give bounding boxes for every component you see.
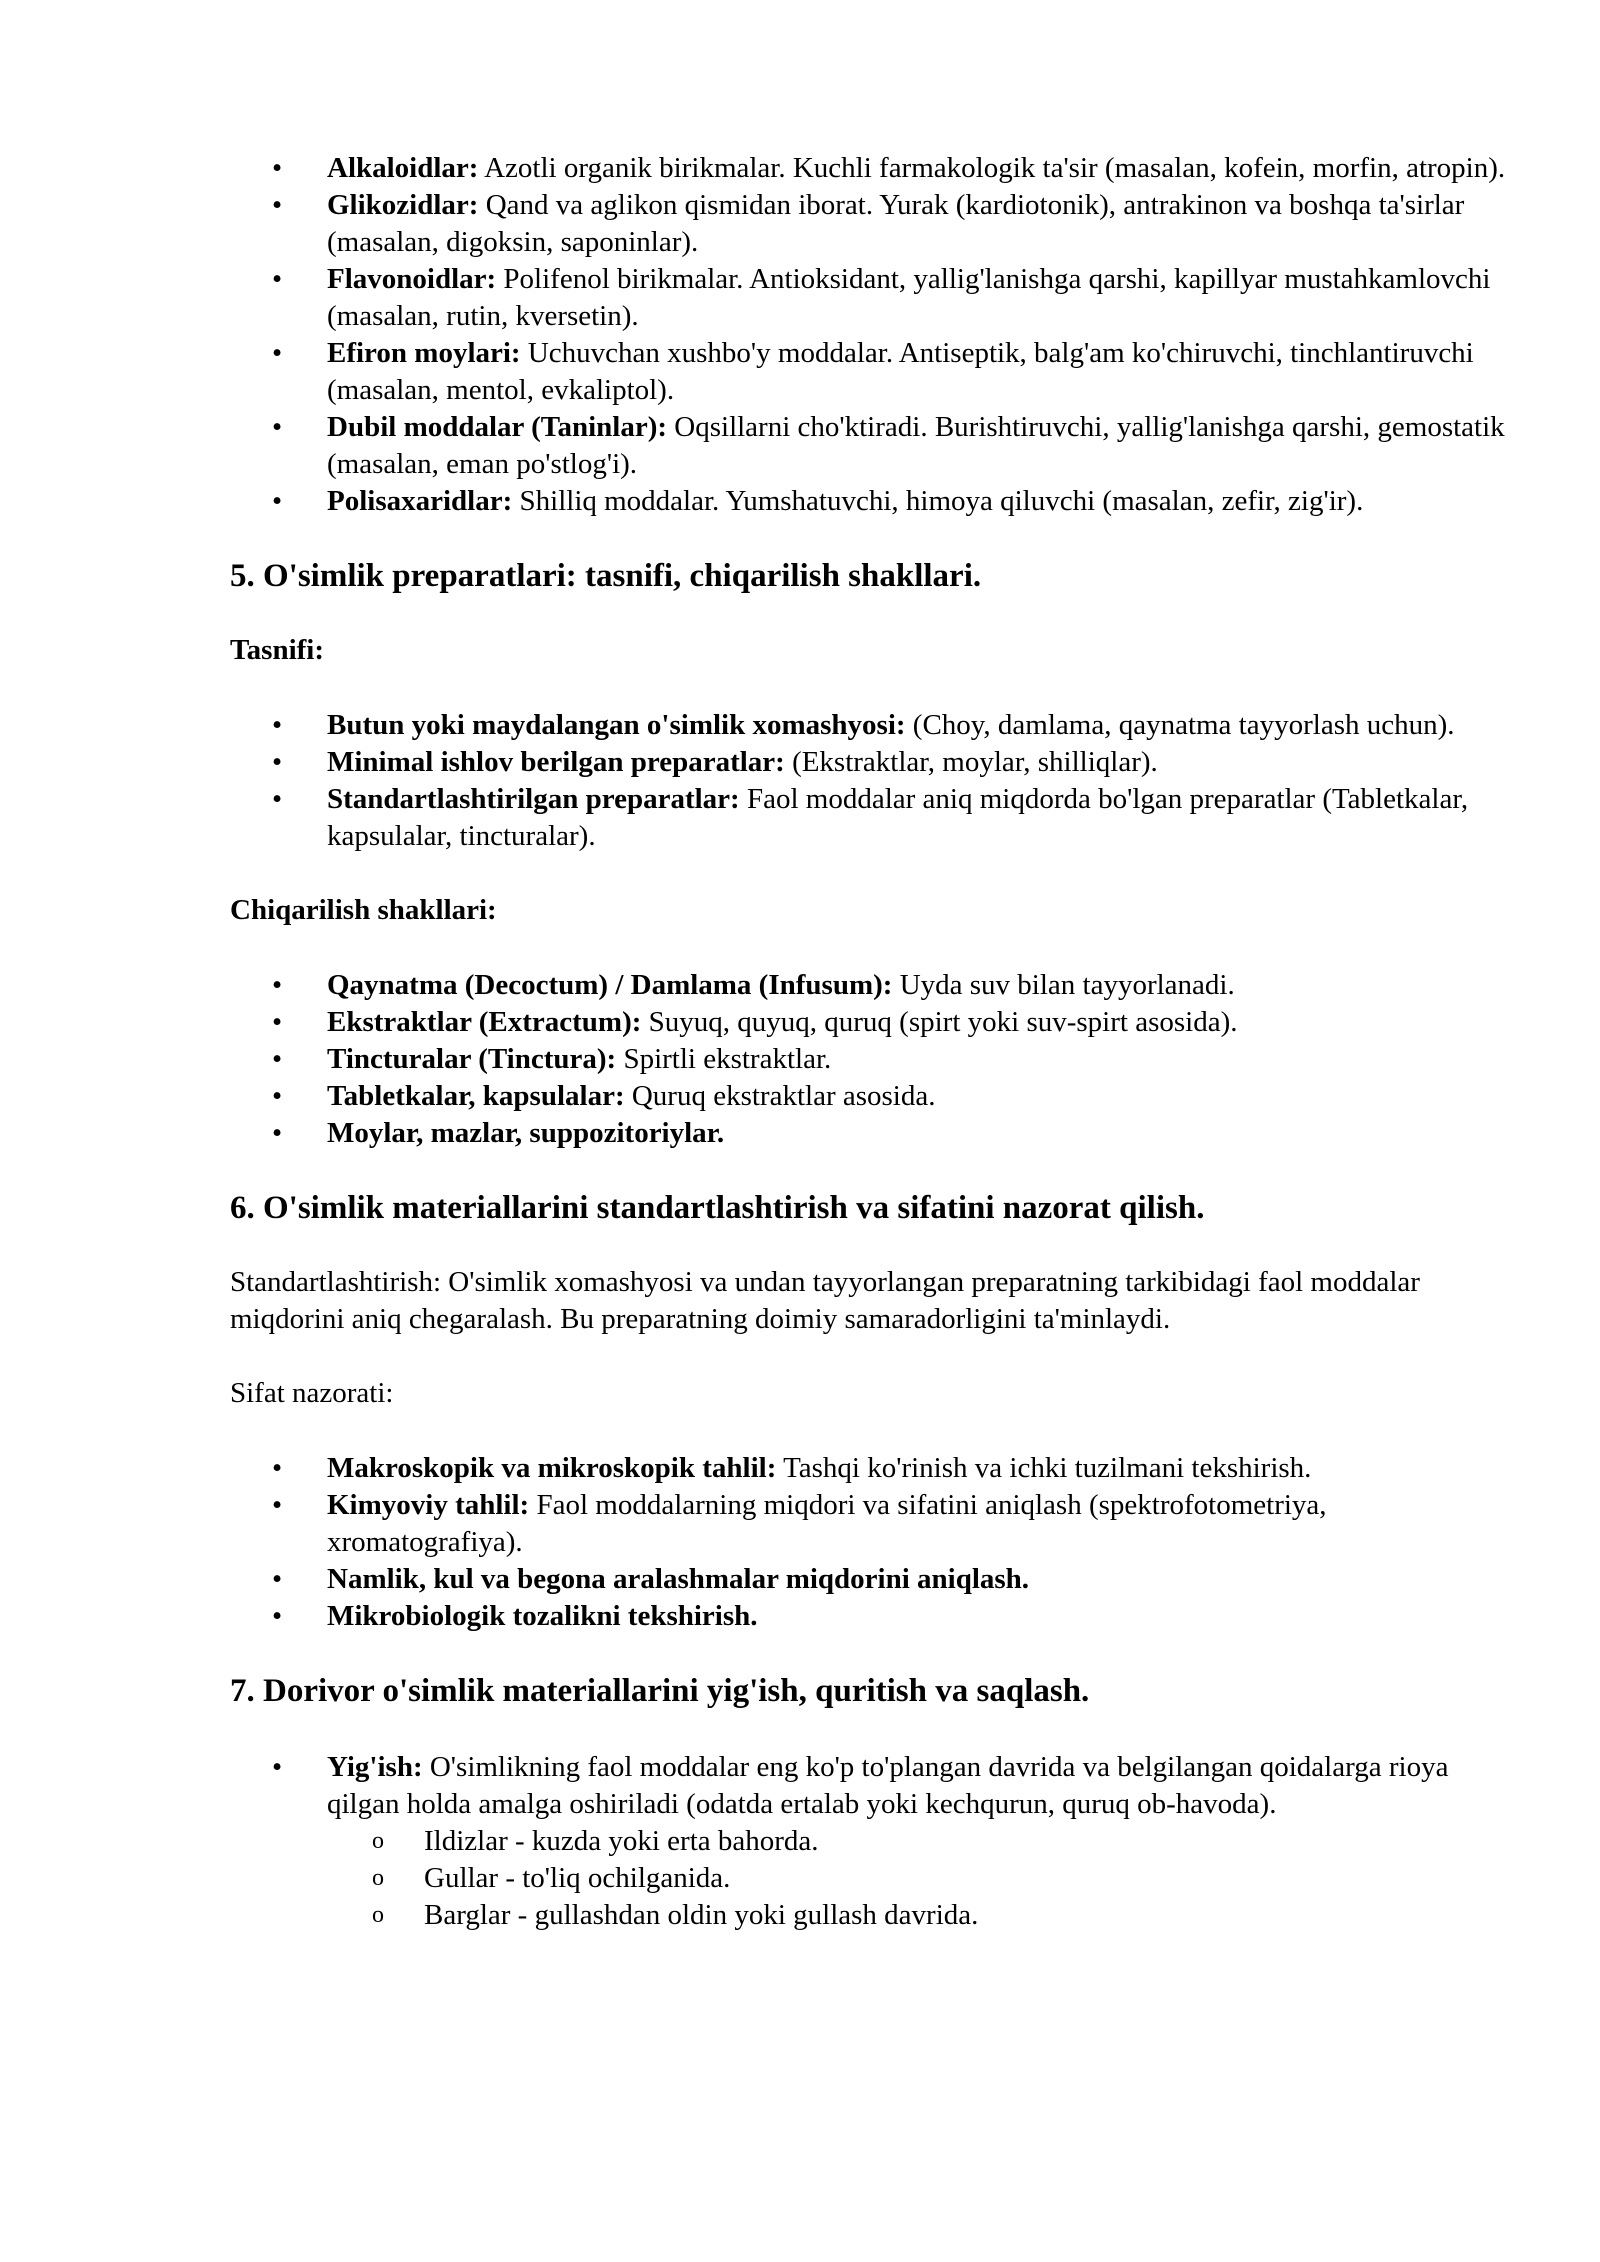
list-item <box>230 967 1510 1004</box>
list-item-term: Standartlashtirilgan preparatlar: <box>327 783 740 815</box>
list-item-term: Mikrobiologik tozalikni tekshirish. <box>327 1600 758 1632</box>
list-item-desc: Polifenol birikmalar. Antioksidant, yallig'lanishga qarshi, kapillyar mustahkamlovchi (masalan, rutin, kversetin). <box>327 263 1491 332</box>
list-item-term: Polisaxaridlar: <box>327 485 513 517</box>
list-item-desc: Spirtli ekstraktlar. <box>616 1043 832 1075</box>
circle-bullet-icon: o <box>372 1828 384 1854</box>
sublist-item-text: Barglar - gullashdan oldin yoki gullash davrida. <box>424 1899 979 1931</box>
bullet-icon: • <box>272 1600 283 1632</box>
shakllar-list <box>230 967 1510 1152</box>
list-item-term: Flavonoidlar: <box>327 263 497 295</box>
list-item-term: Efiron moylari: <box>327 337 521 369</box>
list-item-desc: Quruq ekstraktlar asosida. <box>624 1080 936 1112</box>
bullet-icon: • <box>272 1117 283 1149</box>
sublist-item <box>327 1897 1510 1934</box>
bullet-icon: • <box>272 337 283 369</box>
list-item <box>230 744 1510 781</box>
list-item <box>230 1487 1510 1561</box>
list-item <box>230 150 1510 187</box>
bullet-icon: • <box>272 783 283 815</box>
tasnifi-label: Tasnifi: <box>230 634 325 666</box>
bullet-icon: • <box>272 485 283 517</box>
list-item-term: Qaynatma (Decoctum) / Damlama (Infusum): <box>327 969 893 1001</box>
bullet-icon: • <box>272 411 283 443</box>
section-6-heading: 6. O'simlik materiallarini standartlashtirish va sifatini nazorat qilish. <box>230 1190 1205 1226</box>
bullet-icon: • <box>272 1751 283 1783</box>
sublist-item <box>327 1860 1510 1897</box>
bullet-icon: • <box>272 152 283 184</box>
list-item <box>230 409 1510 483</box>
bullet-icon: • <box>272 709 283 741</box>
list-item <box>230 1004 1510 1041</box>
sifat-label: Sifat nazorati: <box>230 1377 394 1409</box>
section-7-heading: 7. Dorivor o'simlik materiallarini yig'ish, quritish va saqlash. <box>230 1673 1090 1709</box>
shakllar-label: Chiqarilish shakllari: <box>230 894 497 926</box>
list-item-term: Butun yoki maydalangan o'simlik xomashyosi: <box>327 709 906 741</box>
list-item <box>230 261 1510 335</box>
list-item-term: Moylar, mazlar, suppozitoriylar. <box>327 1117 725 1149</box>
bullet-icon: • <box>272 1489 283 1521</box>
list-item-term: Glikozidlar: <box>327 189 479 221</box>
bullet-icon: • <box>272 189 283 221</box>
list-item-term: Tincturalar (Tinctura): <box>327 1043 617 1075</box>
list-item <box>230 1561 1510 1598</box>
list-item-desc: Azotli organik birikmalar. Kuchli farmakologik ta'sir (masalan, kofein, morfin, atropin). <box>478 152 1506 184</box>
list-item <box>230 1078 1510 1115</box>
circle-bullet-icon: o <box>372 1902 384 1928</box>
sublist-item <box>327 1823 1510 1860</box>
list-item-term: Minimal ishlov berilgan preparatlar: <box>327 746 785 778</box>
list-item-desc: Oqsillarni cho'ktiradi. Burishtiruvchi, yallig'lanishga qarshi, gemostatik (masalan, eman po'stlog'i). <box>327 411 1505 480</box>
list-item-term: Kimyoviy tahlil: <box>327 1489 530 1521</box>
list-item-desc: Uyda suv bilan tayyorlanadi. <box>892 969 1235 1001</box>
section-5-heading: 5. O'simlik preparatlari: tasnifi, chiqarilish shakllari. <box>230 558 982 594</box>
bullet-icon: • <box>272 746 283 778</box>
list-item-desc: Tashqi ko'rinish va ichki tuzilmani tekshirish. <box>776 1452 1312 1484</box>
list-item-term: Namlik, kul va begona aralashmalar miqdorini aniqlash. <box>327 1563 1030 1595</box>
bullet-icon: • <box>272 1043 283 1075</box>
list-item <box>230 707 1510 744</box>
compound-classes-list <box>230 150 1510 520</box>
list-item <box>230 1115 1510 1152</box>
yigish-list <box>230 1749 1510 1934</box>
circle-bullet-icon: o <box>372 1865 384 1891</box>
list-item <box>230 1749 1510 1934</box>
bullet-icon: • <box>272 1080 283 1112</box>
list-item <box>230 781 1510 855</box>
list-item-term: Alkaloidlar: <box>327 152 479 184</box>
list-item-desc: (Choy, damlama, qaynatma tayyorlash uchun). <box>905 709 1455 741</box>
sublist-item-text: Ildizlar - kuzda yoki erta bahorda. <box>424 1825 819 1857</box>
list-item <box>230 1598 1510 1635</box>
bullet-icon: • <box>272 1563 283 1595</box>
list-item-term: Dubil moddalar (Taninlar): <box>327 411 668 443</box>
yigish-sublist <box>327 1823 1510 1934</box>
list-item-desc: Faol moddalar aniq miqdorda bo'lgan preparatlar (Tabletkalar, kapsulalar, tincturalar). <box>327 783 1469 852</box>
list-item <box>230 483 1510 520</box>
list-item-desc: Shilliq moddalar. Yumshatuvchi, himoya qiluvchi (masalan, zefir, zig'ir). <box>512 485 1364 517</box>
list-item <box>230 187 1510 261</box>
sifat-list <box>230 1450 1510 1635</box>
list-item-desc: Qand va aglikon qismidan iborat. Yurak (kardiotonik), antrakinon va boshqa ta'sirlar (masalan, digoksin, saponinlar). <box>327 189 1465 258</box>
list-item-desc: Faol moddalarning miqdori va sifatini aniqlash (spektrofotometriya, xromatografiya). <box>327 1489 1327 1558</box>
bullet-icon: • <box>272 1006 283 1038</box>
list-item <box>230 1041 1510 1078</box>
list-item-term: Makroskopik va mikroskopik tahlil: <box>327 1452 777 1484</box>
list-item-desc: (Ekstraktlar, moylar, shilliqlar). <box>784 746 1158 778</box>
tasnifi-list <box>230 707 1510 855</box>
bullet-icon: • <box>272 1452 283 1484</box>
list-item-term: Tabletkalar, kapsulalar: <box>327 1080 625 1112</box>
list-item-term: Ekstraktlar (Extractum): <box>327 1006 642 1038</box>
standartlashtirish-paragraph: Standartlashtirish: O'simlik xomashyosi va undan tayyorlangan preparatning tarkibidagi faol moddalar miqdorini aniq chegaralash. Bu preparatning doimiy samaradorligini ta'minlaydi. <box>230 1266 1420 1335</box>
bullet-icon: • <box>272 263 283 295</box>
list-item-term: Yig'ish: <box>327 1751 423 1783</box>
list-item <box>230 335 1510 409</box>
list-item-desc: Uchuvchan xushbo'y moddalar. Antiseptik, balg'am ko'chiruvchi, tinchlantiruvchi (masalan, mentol, evkaliptol). <box>327 337 1474 406</box>
list-item-desc: Suyuq, quyuq, quruq (spirt yoki suv-spirt asosida). <box>641 1006 1238 1038</box>
list-item-desc: O'simlikning faol moddalar eng ko'p to'plangan davrida va belgilangan qoidalarga rioya qilgan holda amalga oshiriladi (odatda ertalab yoki kechqurun, quruq ob-havoda). <box>327 1751 1449 1820</box>
sublist-item-text: Gullar - to'liq ochilganida. <box>424 1862 731 1894</box>
list-item <box>230 1450 1510 1487</box>
bullet-icon: • <box>272 969 283 1001</box>
